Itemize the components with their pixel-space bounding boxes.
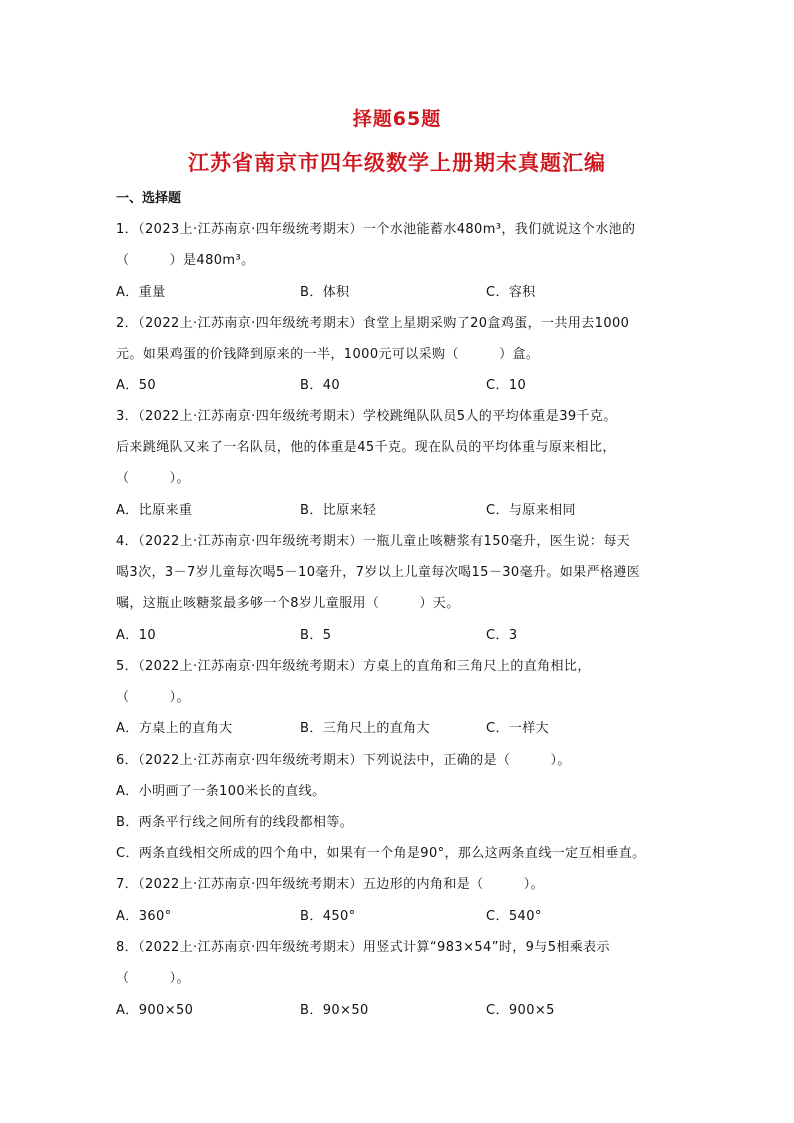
question-5-option-a: A．方桌上的直角大 — [116, 721, 233, 736]
question-2-option-b: B．40 — [300, 378, 341, 393]
section-heading: 一、选择题 — [116, 191, 182, 206]
question-1-line-2: （ ）是480m³。 — [116, 253, 255, 268]
question-5-option-c: C．一样大 — [486, 721, 550, 736]
question-8-line-2: （ ）。 — [116, 971, 190, 986]
question-7-option-b: B．450° — [300, 909, 356, 924]
question-3-line-1: 3．（2022上·江苏南京·四年级统考期末）学校跳绳队队员5人的平均体重是39千克。 — [116, 409, 617, 424]
question-7-line-1: 7．（2022上·江苏南京·四年级统考期末）五边形的内角和是（ ）。 — [116, 877, 545, 892]
question-3-line-3: （ ）。 — [116, 471, 190, 486]
question-4-option-b: B．5 — [300, 628, 332, 643]
question-3-option-c: C．与原来相同 — [486, 503, 576, 518]
question-7-option-c: C．540° — [486, 909, 542, 924]
question-8-option-b: B．90×50 — [300, 1003, 369, 1018]
question-8-line-1: 8．（2022上·江苏南京·四年级统考期末）用竖式计算“983×54”时，9与5相乘表示 — [116, 940, 610, 955]
page-title-line1: 择题65题 — [352, 108, 442, 130]
question-2-option-a: A．50 — [116, 378, 157, 393]
question-5-option-b: B．三角尺上的直角大 — [300, 721, 430, 736]
question-6-option-a: A．小明画了一条100米长的直线。 — [116, 784, 326, 799]
question-5-line-1: 5．（2022上·江苏南京·四年级统考期末）方桌上的直角和三角尺上的直角相比， — [116, 659, 591, 674]
question-1-option-a: A．重量 — [116, 285, 166, 300]
question-2-line-2: 元。如果鸡蛋的价钱降到原来的一半，1000元可以采购（ ）盒。 — [116, 347, 540, 362]
question-2-line-1: 2．（2022上·江苏南京·四年级统考期末）食堂上星期采购了20盒鸡蛋，一共用去1000 — [116, 316, 630, 331]
question-6-option-b: B．两条平行线之间所有的线段都相等。 — [116, 815, 354, 830]
question-3-line-2: 后来跳绳队又来了一名队员，他的体重是45千克。现在队员的平均体重与原来相比， — [116, 440, 616, 455]
question-4-option-a: A．10 — [116, 628, 157, 643]
question-8-option-a: A．900×50 — [116, 1003, 194, 1018]
question-6-line-1: 6．（2022上·江苏南京·四年级统考期末）下列说法中，正确的是（ ）。 — [116, 753, 571, 768]
question-6-option-c: C．两条直线相交所成的四个角中，如果有一个角是90°，那么这两条直线一定互相垂直。 — [116, 846, 646, 861]
question-1-option-b: B．体积 — [300, 285, 350, 300]
question-8-option-c: C．900×5 — [486, 1003, 555, 1018]
question-5-line-2: （ ）。 — [116, 690, 190, 705]
question-3-option-a: A．比原来重 — [116, 503, 193, 518]
question-4-option-c: C．3 — [486, 628, 518, 643]
question-4-line-2: 喝3次，3－7岁儿童每次喝5－10毫升，7岁以上儿童每次喝15－30毫升。如果严格遵医 — [116, 565, 641, 580]
question-3-option-b: B．比原来轻 — [300, 503, 377, 518]
question-2-option-c: C．10 — [486, 378, 527, 393]
question-1-option-c: C．容积 — [486, 285, 536, 300]
page-title-line2: 江苏省南京市四年级数学上册期末真题汇编 — [188, 151, 606, 175]
question-4-line-1: 4．（2022上·江苏南京·四年级统考期末）一瓶儿童止咳糖浆有150毫升，医生说：每天 — [116, 534, 631, 549]
question-7-option-a: A．360° — [116, 909, 172, 924]
question-1-line-1: 1．（2023上·江苏南京·四年级统考期末）一个水池能蓄水480m³，我们就说这个水池的 — [116, 222, 636, 237]
question-4-line-3: 嘱，这瓶止咳糖浆最多够一个8岁儿童服用（ ）天。 — [116, 596, 460, 611]
